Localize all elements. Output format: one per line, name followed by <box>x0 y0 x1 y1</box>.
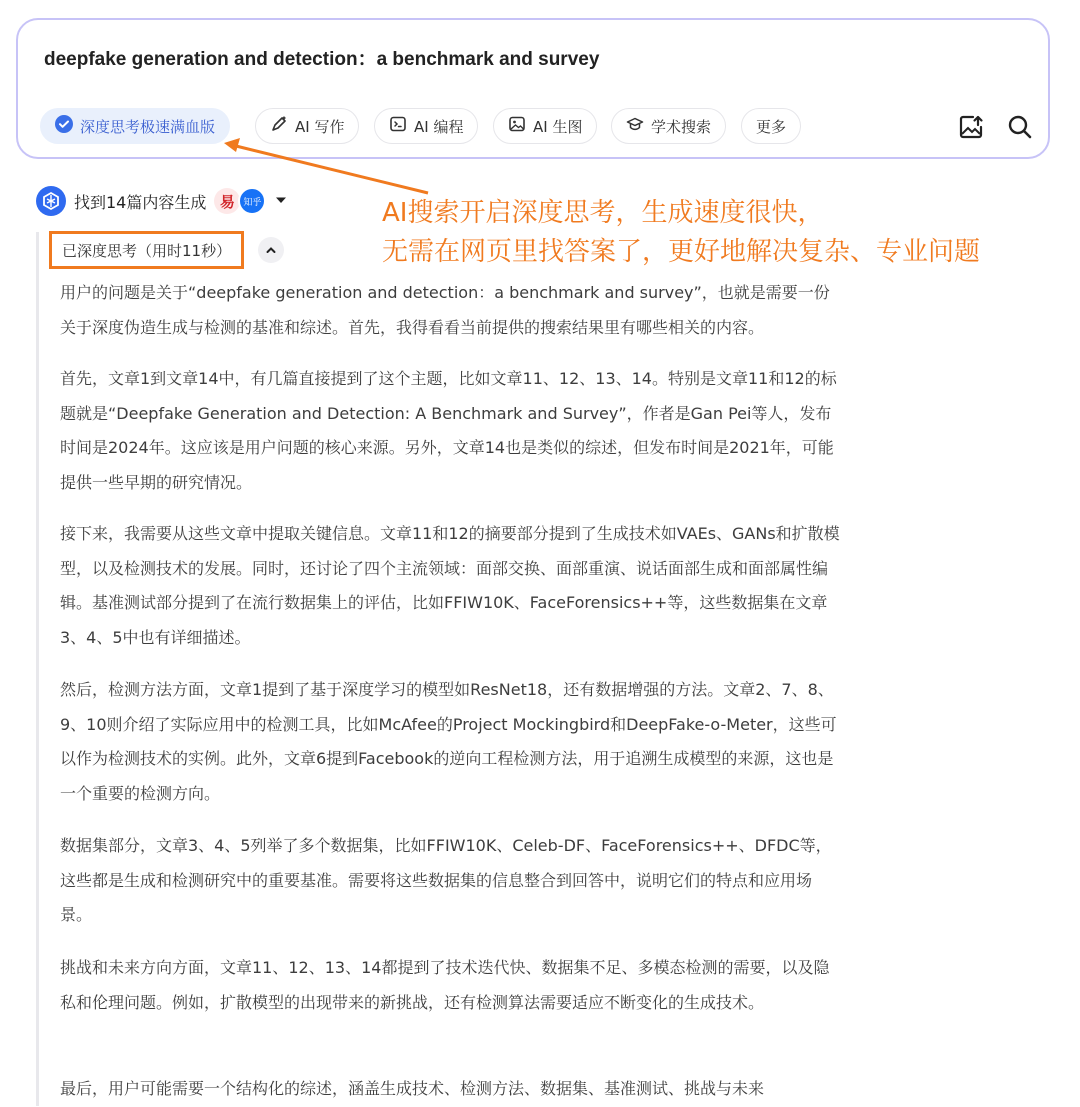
ai-writing-label: AI 写作 <box>295 117 345 136</box>
thinking-paragraph-4: 然后，检测方法方面，文章1提到了基于深度学习的模型如ResNet18，还有数据增强的方法。文章2、7、8、9、10则介绍了实际应用中的检测工具，比如McAfee的Project Mockingbird和DeepFake-o-Meter，这些可以作为检测技术的实例。此外，文章6提到Facebook的逆向工程检测方法，用于追溯生成模型的来源，这也是一个重要的检测方向。 <box>60 680 837 803</box>
thinking-paragraph-6: 挑战和未来方向方面，文章11、12、13、14都提到了技术迭代快、数据集不足、多模态检测的需要，以及隐私和伦理问题。例如，扩散模型的出现带来的新挑战，还有检测算法需要适应不断变化的生成技术。 <box>60 958 830 1012</box>
academic-search-label: 学术搜索 <box>651 117 712 136</box>
source-badge-zhihu[interactable]: 知乎 <box>238 187 266 215</box>
thinking-side-bar <box>36 232 39 1106</box>
ai-assistant-logo-icon <box>36 186 66 216</box>
chevron-down-icon[interactable] <box>274 192 288 211</box>
annotation-line-1: AI搜索开启深度思考，生成速度很快， <box>382 198 824 228</box>
source-badge-yi[interactable]: 易 <box>214 188 240 214</box>
more-label: 更多 <box>756 117 787 136</box>
thinking-paragraph-1: 用户的问题是关于“deepfake generation and detection：a benchmark and survey”，也就是需要一份关于深度伪造生成与检测的基准和综述。首先，我得看看当前提供的搜索结果里有哪些相关的内容。 <box>60 283 830 337</box>
ai-image-label: AI 生图 <box>533 117 583 136</box>
deep-thinking-label: 深度思考极速满血版 <box>80 117 216 136</box>
thinking-paragraph-7: 最后，用户可能需要一个结构化的综述，涵盖生成技术、检测方法、数据集、基准测试、挑战与未来 <box>60 1079 765 1098</box>
ai-coding-label: AI 编程 <box>414 117 464 136</box>
collapse-thinking-button[interactable] <box>258 237 284 263</box>
chevron-up-icon <box>265 241 277 260</box>
annotation-line-2: 无需在网页里找答案了，更好地解决复杂、专业问题 <box>382 237 981 267</box>
found-count-text: 找到14篇内容生成 <box>74 192 207 212</box>
thinking-status-label: 已深度思考（用时11秒） <box>62 241 232 260</box>
thinking-paragraph-5: 数据集部分，文章3、4、5列举了多个数据集，比如FFIW10K、Celeb-DF、FaceForensics++、DFDC等，这些都是生成和检测研究中的重要基准。需要将这些数据集的信息整合到回答中，说明它们的特点和应用场景。 <box>60 836 832 924</box>
result-summary <box>36 186 288 216</box>
search-query[interactable]: deepfake generation and detection：a benchmark and survey <box>44 49 600 70</box>
thinking-paragraph-2: 首先，文章1到文章14中，有几篇直接提到了这个主题，比如文章11、12、13、14。特别是文章11和12的标题就是“Deepfake Generation and Detection: A Benchmark and Survey”，作者是Gan Pei等人，发布时间是2024年。这应该是用户问题的核心来源。另外，文章14也是类似的综述，但发布时间是2021年，可能提供一些早期的研究情况。 <box>60 369 837 492</box>
thinking-paragraph-3: 接下来，我需要从这些文章中提取关键信息。文章11和12的摘要部分提到了生成技术如VAEs、GANs和扩散模型，以及检测技术的发展。同时，还讨论了四个主流领域：面部交换、面部重演、说话面部生成和面部属性编辑。基准测试部分提到了在流行数据集上的评估，比如FFIW10K、FaceForensics++等，这些数据集在文章3、4、5中也有详细描述。 <box>60 524 840 647</box>
thinking-status-badge[interactable] <box>49 231 244 269</box>
